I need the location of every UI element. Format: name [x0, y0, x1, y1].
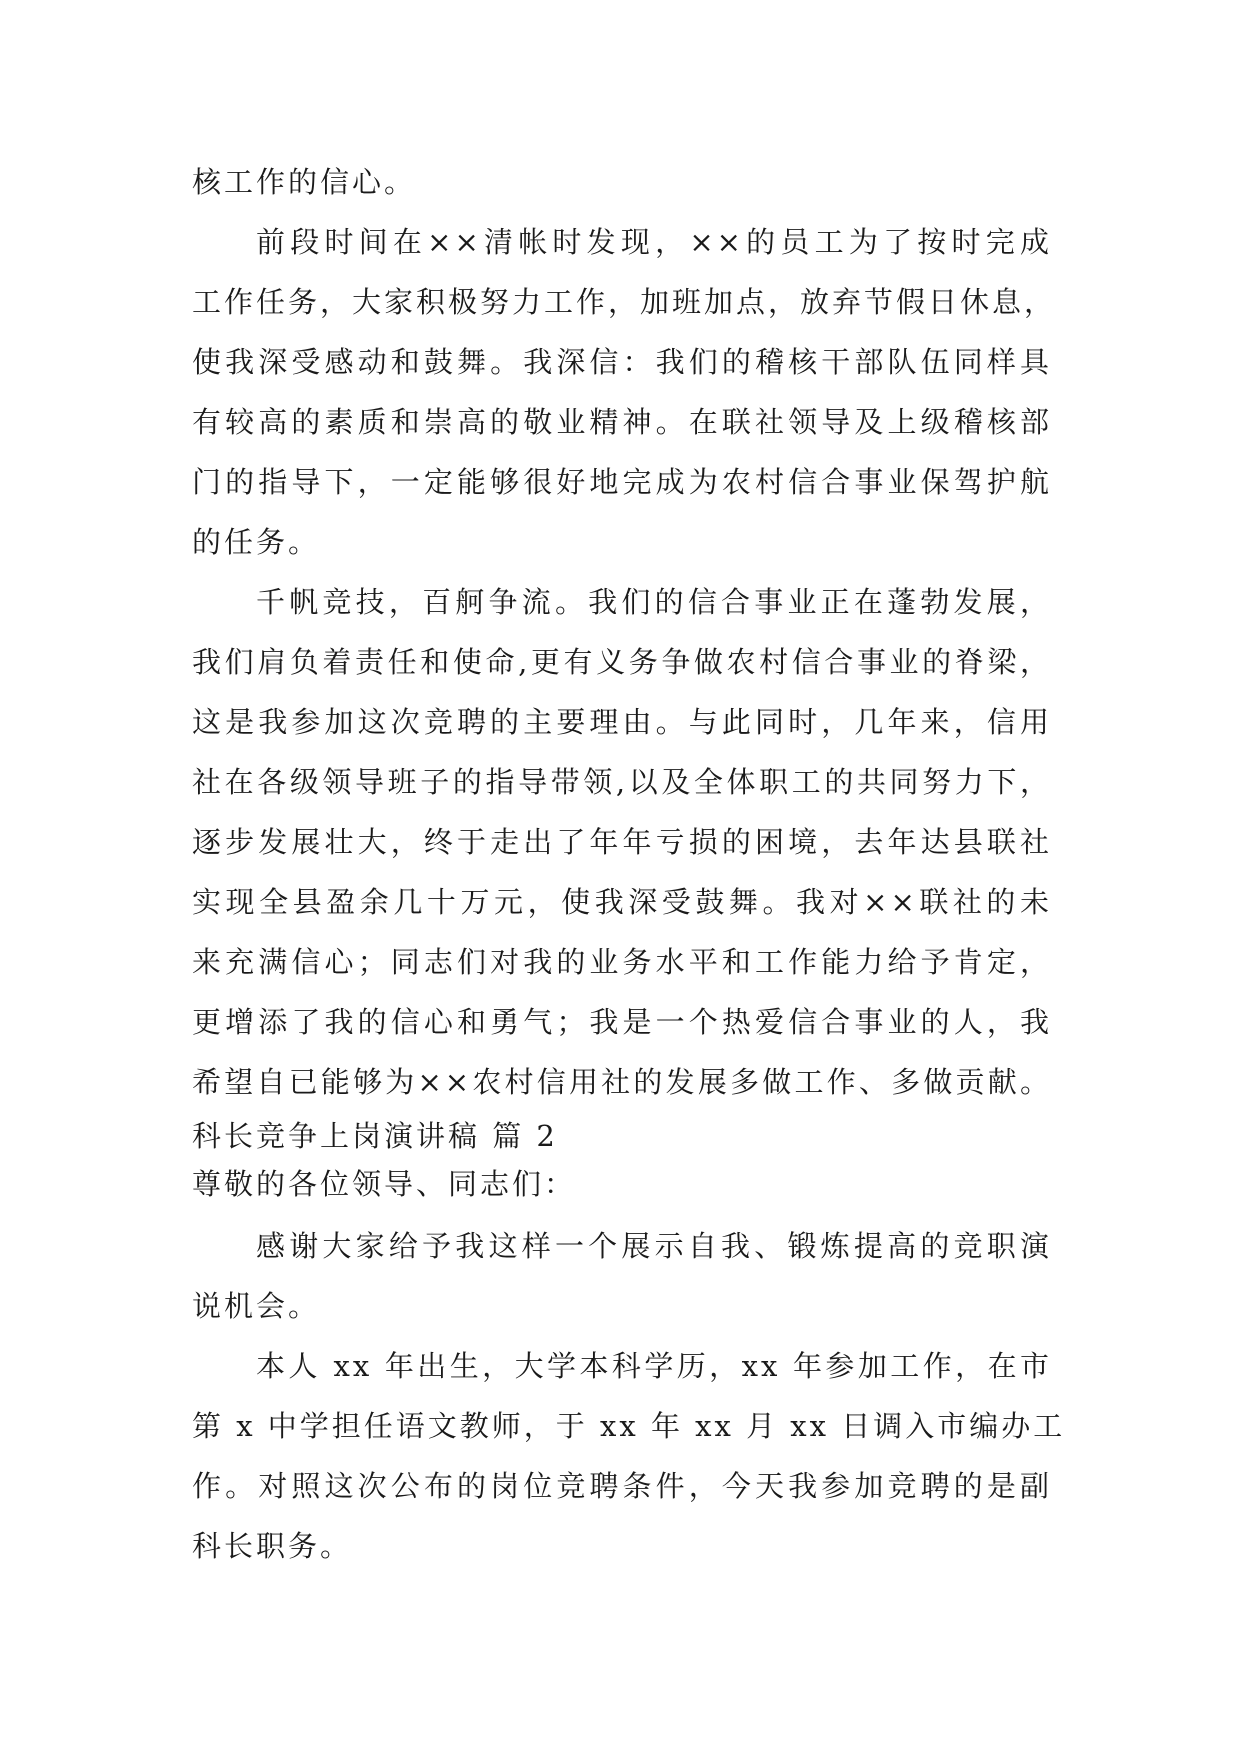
text-line: 有较高的素质和崇高的敬业精神。在联社领导及上级稽核部	[192, 405, 1052, 439]
document-page	[192, 152, 1066, 1576]
paragraph	[192, 1216, 1052, 1336]
text-line: 科长职务。	[192, 1529, 353, 1563]
text-line: 作。对照这次公布的岗位竞聘条件，今天我参加竞聘的是副	[192, 1469, 1052, 1503]
text-line: 门的指导下，一定能够很好地完成为农村信合事业保驾护航	[192, 465, 1052, 499]
text-line: 的任务。	[192, 525, 321, 559]
text-line: 本人 xx 年出生，大学本科学历，xx 年参加工作，在市	[256, 1349, 1052, 1383]
text-line: 感谢大家给予我这样一个展示自我、锻炼提高的竞职演	[256, 1229, 1052, 1263]
text-line: 第 x 中学担任语文教师，于 xx 年 xx 月 xx 日调入市编办工	[192, 1409, 1066, 1443]
text-line: 工作任务，大家积极努力工作，加班加点，放弃节假日休息，	[192, 285, 1057, 319]
section-title: 科长竞争上岗演讲稿 篇 2	[192, 1119, 558, 1153]
paragraph	[192, 212, 1057, 572]
salutation: 尊敬的各位领导、同志们：	[192, 1167, 577, 1201]
text-line: 这是我参加这次竞聘的主要理由。与此同时，几年来，信用	[192, 705, 1052, 739]
text-line: 逐步发展壮大，终于走出了年年亏损的困境，去年达县联社	[192, 825, 1052, 859]
text-line: 我们肩负着责任和使命,更有义务争做农村信合事业的脊梁，	[192, 645, 1052, 679]
paragraph	[192, 572, 1052, 1112]
text-line: 更增添了我的信心和勇气；我是一个热爱信合事业的人，我	[192, 1005, 1052, 1039]
text-line: 前段时间在××清帐时发现，××的员工为了按时完成	[256, 225, 1052, 259]
paragraph	[192, 1336, 1066, 1576]
text-line: 说机会。	[192, 1289, 321, 1323]
text-line: 使我深受感动和鼓舞。我深信：我们的稽核干部队伍同样具	[192, 345, 1052, 379]
text-line: 社在各级领导班子的指导带领,以及全体职工的共同努力下，	[192, 765, 1052, 799]
text-line: 实现全县盈余几十万元，使我深受鼓舞。我对××联社的未	[192, 885, 1052, 919]
text-line: 希望自已能够为××农村信用社的发展多做工作、多做贡献。	[192, 1065, 1052, 1099]
text-line: 核工作的信心。	[192, 165, 417, 199]
text-line: 千帆竞技，百舸争流。我们的信合事业正在蓬勃发展，	[256, 585, 1052, 619]
text-line: 来充满信心；同志们对我的业务水平和工作能力给予肯定，	[192, 945, 1052, 979]
